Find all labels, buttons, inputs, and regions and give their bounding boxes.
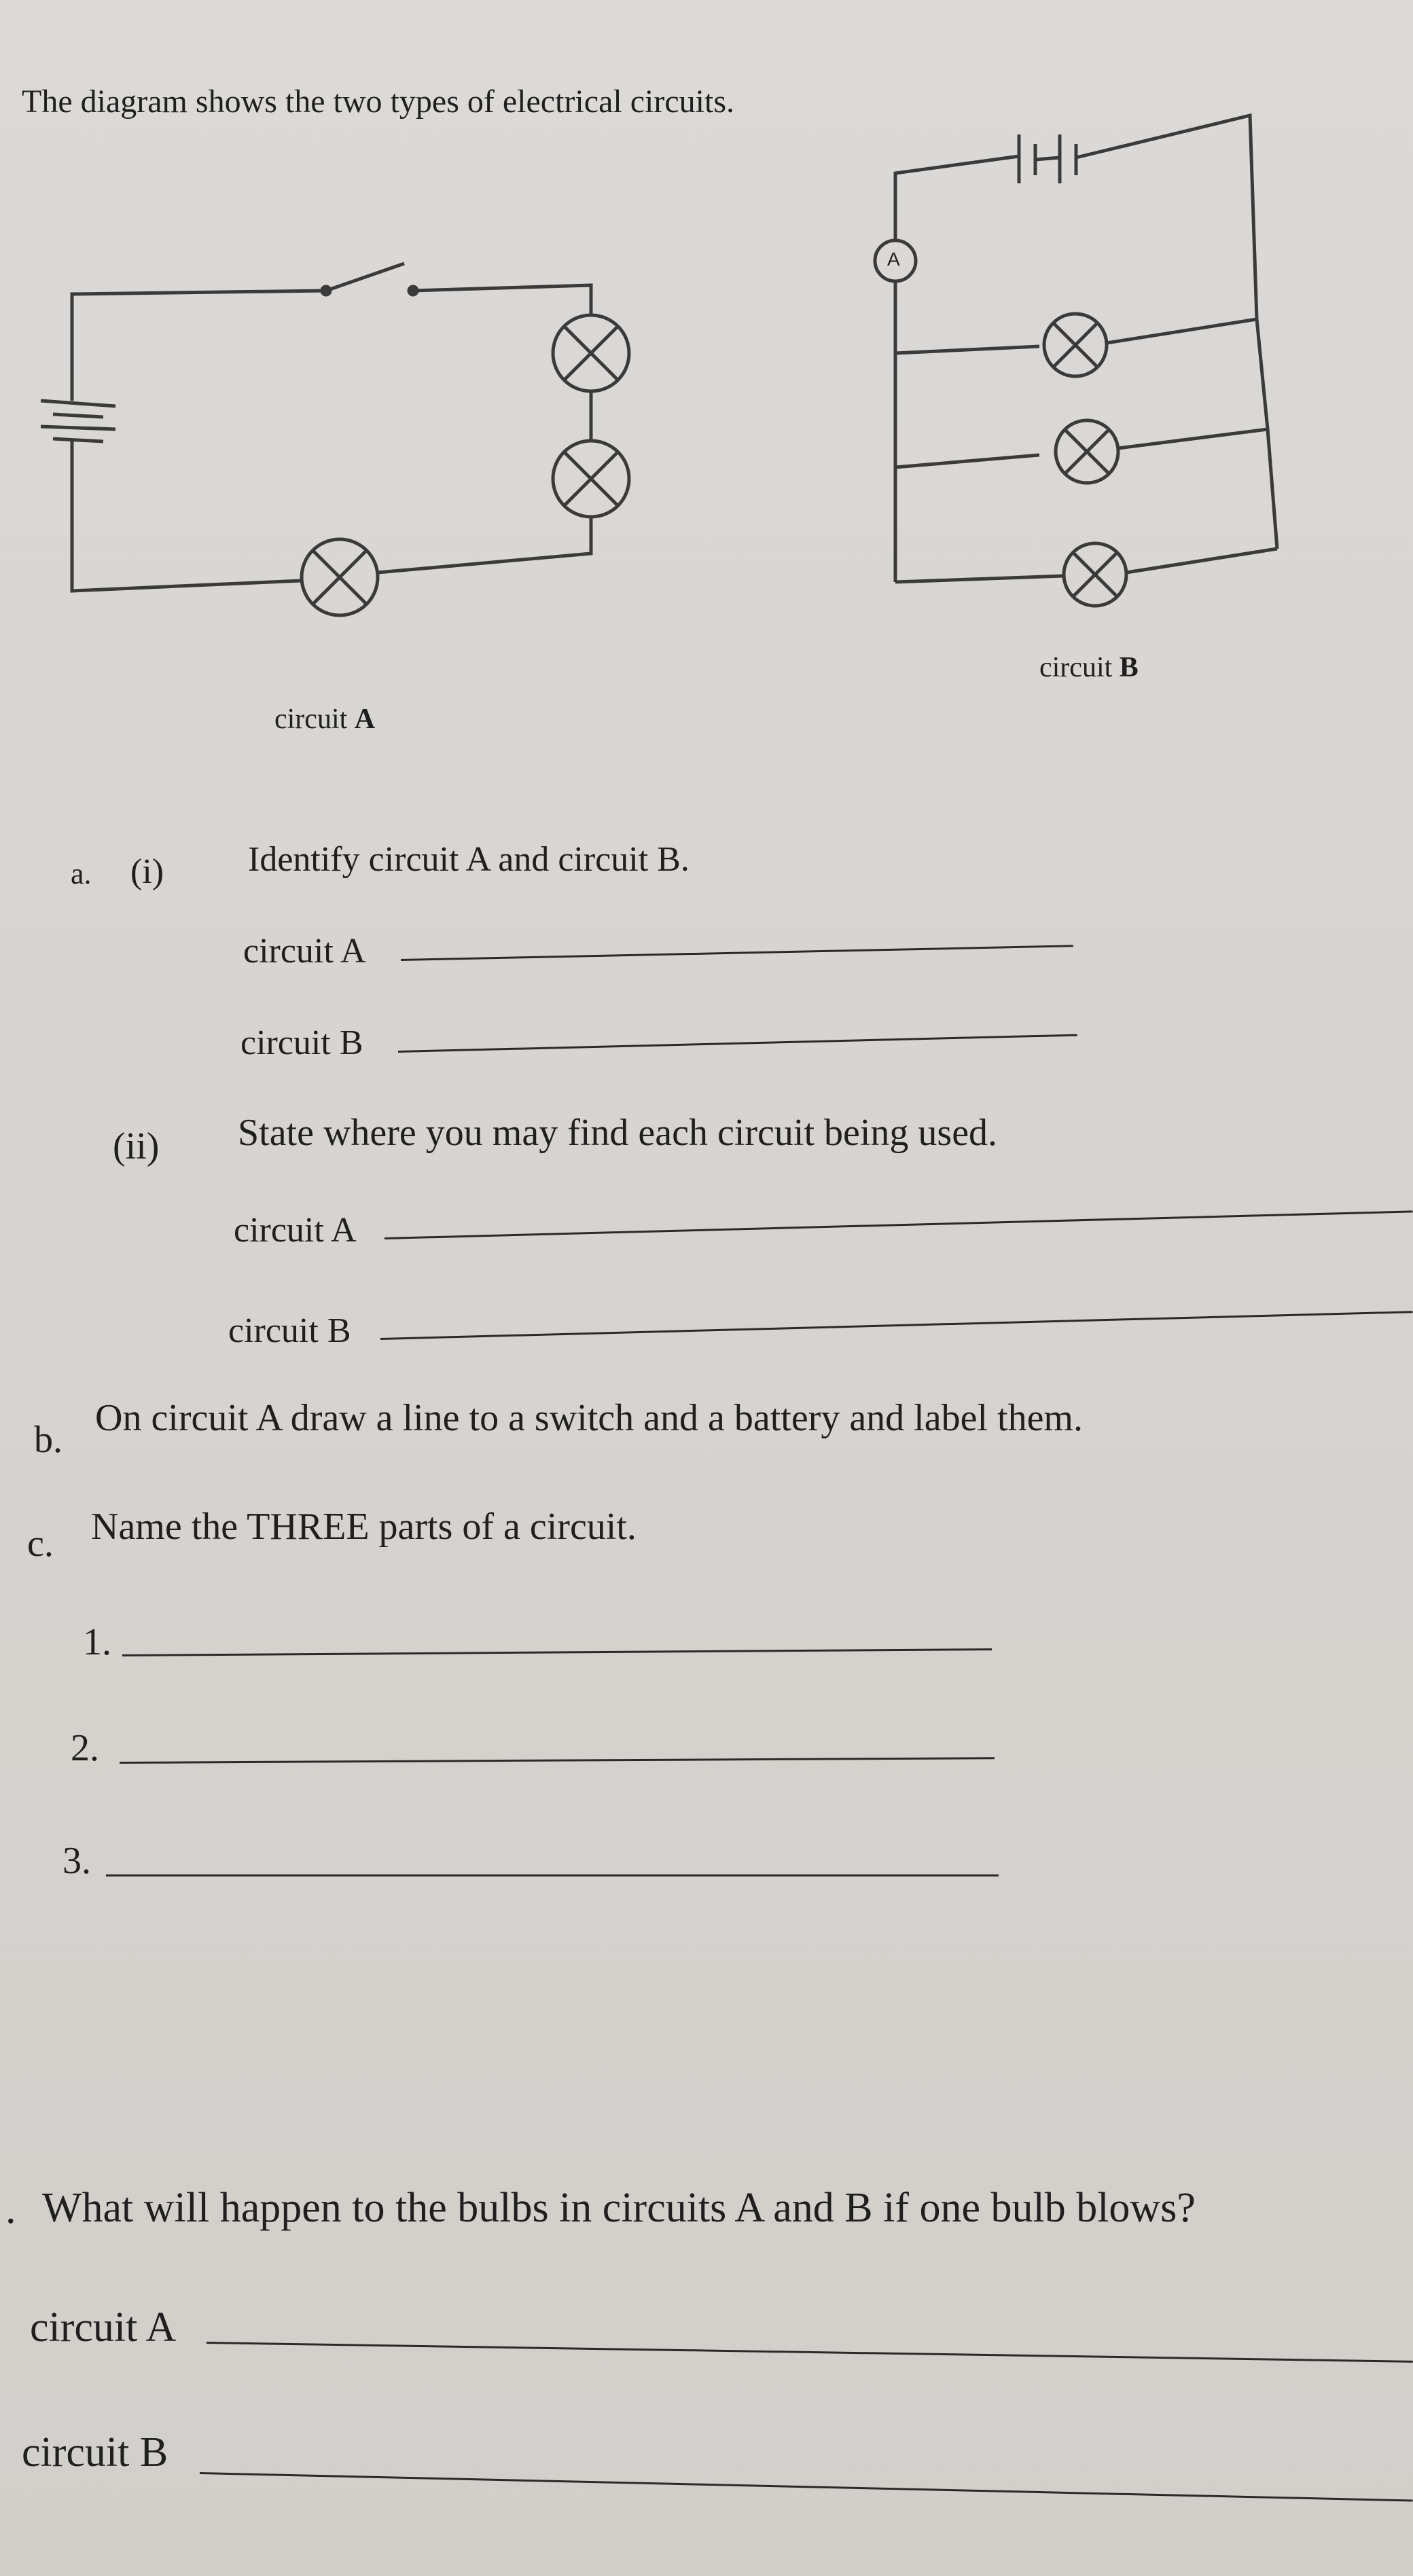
switch-lever [326, 264, 404, 291]
circuit-b-diagram [875, 115, 1277, 606]
switch-contact [322, 287, 330, 295]
question-a-ii-marker: (ii) [113, 1125, 160, 1167]
list-item-marker: 3. [62, 1840, 91, 1882]
bulb-icon [1064, 543, 1126, 606]
answer-label-circuit-a: circuit A [243, 932, 366, 970]
question-c-marker: c. [27, 1523, 54, 1565]
ammeter-label: A [887, 249, 900, 270]
answer-line[interactable] [106, 1874, 999, 1876]
circuit-diagrams [0, 0, 1413, 747]
question-d-marker: . [5, 2186, 16, 2232]
bulb-icon [1044, 314, 1107, 376]
answer-label-circuit-a: circuit A [30, 2304, 177, 2351]
question-a-marker: a. [71, 857, 92, 890]
question-b-marker: b. [34, 1419, 62, 1461]
circuit-b-caption: circuit B [1039, 652, 1139, 683]
bulb-icon [553, 315, 629, 391]
intro-text: The diagram shows the two types of electrical circuits. [22, 84, 734, 120]
question-b-prompt: On circuit A draw a line to a switch and a battery and label them. [95, 1397, 1083, 1439]
question-a-ii-prompt: State where you may find each circuit being used. [238, 1112, 998, 1154]
answer-line[interactable] [384, 1210, 1413, 1239]
list-item-marker: 2. [71, 1727, 99, 1769]
bulb-icon [1056, 420, 1118, 483]
answer-line[interactable] [401, 945, 1073, 961]
question-a-i-marker: (i) [130, 852, 164, 891]
answer-label-circuit-b: circuit B [22, 2429, 168, 2475]
list-item-marker: 1. [83, 1621, 111, 1663]
answer-line[interactable] [120, 1757, 995, 1764]
answer-line[interactable] [207, 2342, 1413, 2363]
answer-label-circuit-a: circuit A [234, 1211, 357, 1250]
circuit-a-diagram [41, 264, 629, 615]
answer-label-circuit-b: circuit B [228, 1311, 351, 1350]
answer-line[interactable] [122, 1648, 992, 1656]
answer-line[interactable] [398, 1034, 1077, 1053]
battery-icon [41, 299, 115, 454]
answer-label-circuit-b: circuit B [240, 1023, 363, 1062]
question-c-prompt: Name the THREE parts of a circuit. [91, 1506, 637, 1548]
bulb-icon [553, 441, 629, 517]
answer-line[interactable] [380, 1311, 1413, 1340]
bulb-icon [302, 539, 378, 615]
question-a-i-prompt: Identify circuit A and circuit B. [248, 840, 690, 879]
battery-icon [1019, 134, 1076, 183]
circuit-a-caption: circuit A [274, 704, 376, 735]
answer-line[interactable] [200, 2472, 1413, 2502]
question-d-prompt: What will happen to the bulbs in circuits A and B if one bulb blows? [42, 2185, 1196, 2231]
